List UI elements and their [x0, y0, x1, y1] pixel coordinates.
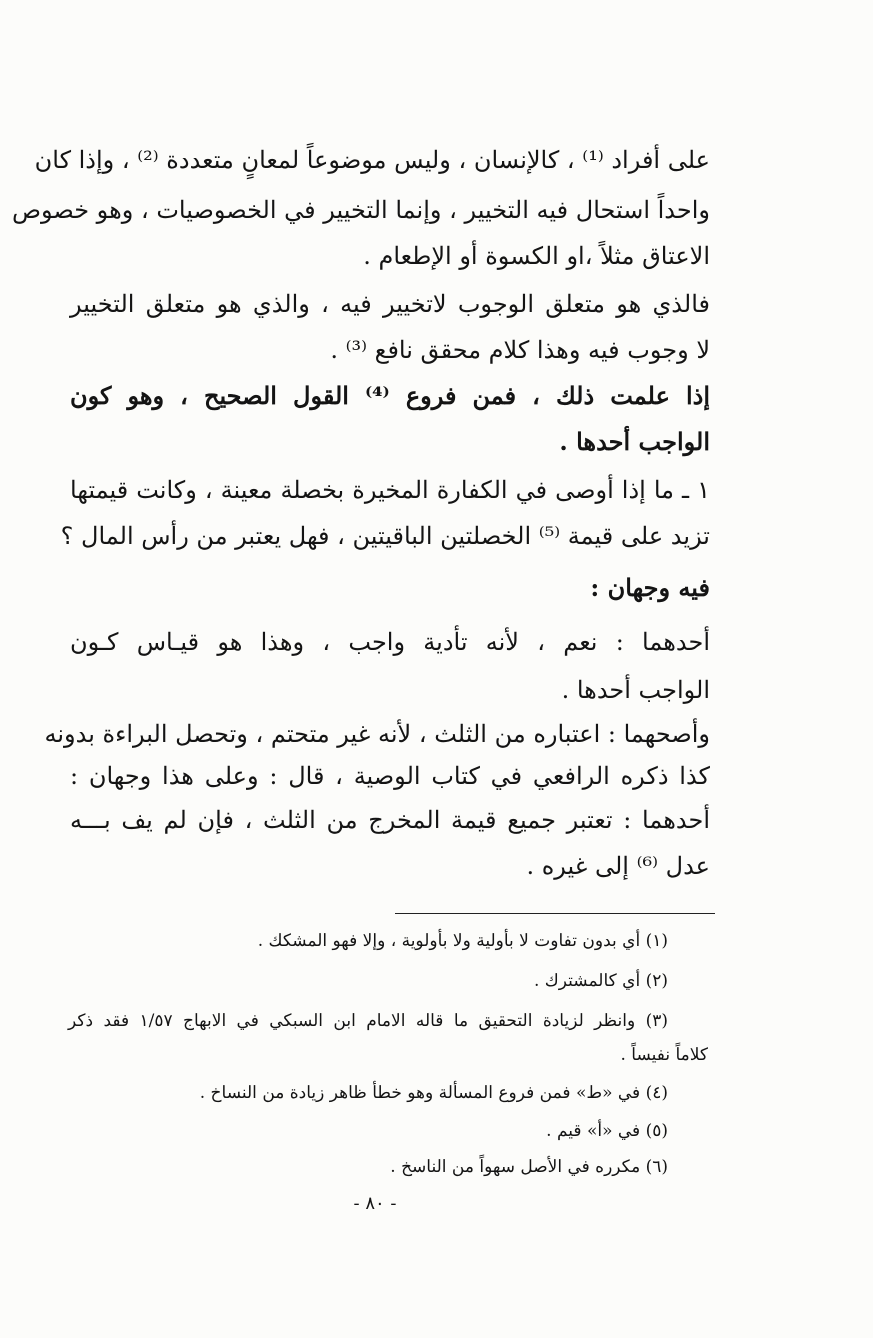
footnote: (٣) وانظر لزيادة التحقيق ما قاله الامام ابن السبكي في الابهاج ١/٥٧ فقد ذكر: [68, 1011, 668, 1031]
body-line: لا وجوب فيه وهذا كلام محقق نافع ⁽³⁾ .: [330, 336, 710, 364]
body-line: الاعتاق مثلاً ،او الكسوة أو الإطعام .: [363, 242, 710, 270]
body-line: الواجب أحدها .: [561, 676, 710, 704]
body-line: فيه وجهان :: [590, 573, 710, 602]
body-line: عدل ⁽⁶⁾ إلى غيره .: [526, 852, 710, 880]
footnote: (٦) مكرره في الأصل سهواً من الناسخ .: [390, 1157, 668, 1177]
footnote: (١) أي بدون تفاوت لا بأولية ولا بأولوية ، وإلا فهو المشكك .: [257, 931, 668, 951]
footnote: (٢) أي كالمشترك .: [533, 971, 668, 991]
body-line: أحدهما : تعتبر جميع قيمة المخرج من الثلث ، فإن لم يف بـــه: [70, 806, 710, 834]
footnote: (٤) في «ط» فمن فروع المسألة وهو خطأ ظاهر زيادة من النساخ .: [199, 1083, 668, 1103]
body-line: على أفراد ⁽¹⁾ ، كالإنسان ، وليس موضوعاً لمعانٍ متعددة ⁽²⁾ ، وإذا كان: [34, 146, 710, 174]
body-line: إذا علمت ذلك ، فمن فروع ⁽⁴⁾ القول الصحيح ، وهو كون: [70, 381, 710, 410]
body-line: كذا ذكره الرافعي في كتاب الوصية ، قال : وعلى هذا وجهان :: [70, 762, 710, 790]
footnote: (٥) في «أ» قيم .: [546, 1121, 668, 1141]
body-line: واحداً استحال فيه التخيير ، وإنما التخيير في الخصوصيات ، وهو خصوص: [11, 196, 710, 224]
body-line: فالذي هو متعلق الوجوب لاتخيير فيه ، والذي هو متعلق التخيير: [70, 290, 710, 318]
body-line: تزيد على قيمة ⁽⁵⁾ الخصلتين الباقيتين ، فهل يعتبر من رأس المال ؟: [60, 522, 710, 550]
body-line: الواجب أحدها .: [559, 427, 710, 456]
page-number: - ٨٠ -: [353, 1193, 397, 1214]
body-line: ١ ـ ما إذا أوصى في الكفارة المخيرة بخصلة معينة ، وكانت قيمتها: [70, 476, 710, 504]
body-line: وأصحهما : اعتباره من الثلث ، لأنه غير متحتم ، وتحصل البراءة بدونه: [44, 720, 710, 748]
footnote: كلاماً نفيساً .: [620, 1045, 708, 1065]
body-line: أحدهما : نعم ، لأنه تأدية واجب ، وهذا هو قيـاس كـون: [70, 628, 710, 656]
footnote-separator: [395, 913, 715, 914]
